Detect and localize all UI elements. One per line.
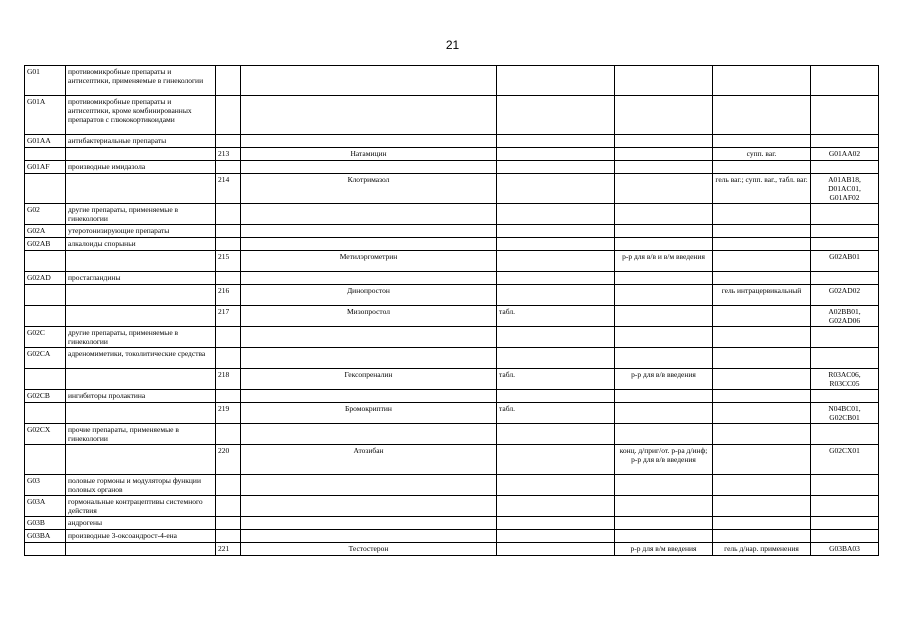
table-row — [25, 238, 879, 251]
dosage-form-other — [713, 225, 811, 238]
drug-name — [241, 238, 497, 251]
dosage-form-injection — [615, 327, 713, 348]
dosage-form-oral — [497, 148, 615, 161]
dosage-form-injection — [615, 403, 713, 424]
dosage-form-oral: табл. — [497, 403, 615, 424]
atc-code — [811, 272, 879, 285]
atc-code: G03BA03 — [811, 543, 879, 556]
item-number — [216, 272, 241, 285]
drug-name — [241, 475, 497, 496]
atc-code — [811, 66, 879, 96]
drug-name — [241, 204, 497, 225]
dosage-form-oral — [497, 348, 615, 369]
drug-name: Натамицин — [241, 148, 497, 161]
dosage-form-oral — [497, 496, 615, 517]
atc-code — [811, 327, 879, 348]
drug-registry-table — [24, 65, 879, 556]
item-number — [216, 327, 241, 348]
dosage-form-oral — [497, 135, 615, 148]
table-row — [25, 251, 879, 272]
dosage-form-other — [713, 530, 811, 543]
dosage-form-injection — [615, 161, 713, 174]
atc-group-code: G01AA — [25, 135, 66, 148]
atc-code: G02AD02 — [811, 285, 879, 306]
atc-group-code — [25, 369, 66, 390]
dosage-form-other — [713, 161, 811, 174]
atc-group-description — [66, 285, 216, 306]
dosage-form-other — [713, 475, 811, 496]
dosage-form-injection: конц. д/приг/от. р-ра д/инф; р-р для в/в введения — [615, 445, 713, 475]
dosage-form-other — [713, 390, 811, 403]
dosage-form-injection — [615, 306, 713, 327]
dosage-form-injection — [615, 517, 713, 530]
table-row — [25, 543, 879, 556]
drug-name: Бромокриптин — [241, 403, 497, 424]
atc-group-description: производные 3-оксоандрост-4-ена — [66, 530, 216, 543]
atc-group-code: G02A — [25, 225, 66, 238]
item-number: 214 — [216, 174, 241, 204]
dosage-form-oral — [497, 225, 615, 238]
drug-name: Динопростон — [241, 285, 497, 306]
table-row — [25, 348, 879, 369]
dosage-form-oral — [497, 543, 615, 556]
atc-code: R03AC06, R03CC05 — [811, 369, 879, 390]
dosage-form-injection — [615, 496, 713, 517]
item-number — [216, 517, 241, 530]
dosage-form-other — [713, 496, 811, 517]
table-row — [25, 530, 879, 543]
dosage-form-injection — [615, 238, 713, 251]
drug-name — [241, 517, 497, 530]
atc-group-description: алкалоиды спорыньи — [66, 238, 216, 251]
dosage-form-injection: р-р для в/м введения — [615, 543, 713, 556]
table-row — [25, 135, 879, 148]
item-number — [216, 530, 241, 543]
item-number — [216, 96, 241, 135]
dosage-form-oral: табл. — [497, 306, 615, 327]
dosage-form-injection — [615, 66, 713, 96]
drug-name: Тестостерон — [241, 543, 497, 556]
dosage-form-oral: табл. — [497, 369, 615, 390]
table-row — [25, 272, 879, 285]
atc-group-description: простагландины — [66, 272, 216, 285]
atc-code: A02BB01, G02AD06 — [811, 306, 879, 327]
dosage-form-other — [713, 251, 811, 272]
atc-group-description — [66, 174, 216, 204]
item-number — [216, 238, 241, 251]
atc-group-description — [66, 445, 216, 475]
table-row — [25, 174, 879, 204]
drug-name — [241, 348, 497, 369]
dosage-form-injection — [615, 204, 713, 225]
table-row — [25, 369, 879, 390]
table-row — [25, 445, 879, 475]
dosage-form-other — [713, 369, 811, 390]
atc-group-code — [25, 445, 66, 475]
atc-group-code — [25, 285, 66, 306]
atc-code — [811, 530, 879, 543]
atc-group-description: адреномиметики, токолитические средства — [66, 348, 216, 369]
atc-group-code — [25, 306, 66, 327]
atc-group-description: противомикробные препараты и антисептики, применяемые в гинекологии — [66, 66, 216, 96]
item-number: 220 — [216, 445, 241, 475]
dosage-form-oral — [497, 445, 615, 475]
dosage-form-injection — [615, 530, 713, 543]
atc-group-description: андрогены — [66, 517, 216, 530]
atc-group-description: другие препараты, применяемые в гинекологии — [66, 327, 216, 348]
table-row — [25, 327, 879, 348]
dosage-form-other — [713, 204, 811, 225]
atc-code — [811, 517, 879, 530]
atc-group-code: G01A — [25, 96, 66, 135]
dosage-form-injection — [615, 475, 713, 496]
dosage-form-oral — [497, 285, 615, 306]
dosage-form-other — [713, 517, 811, 530]
atc-code — [811, 204, 879, 225]
item-number: 216 — [216, 285, 241, 306]
drug-name — [241, 530, 497, 543]
drug-name: Атозибан — [241, 445, 497, 475]
dosage-form-oral — [497, 204, 615, 225]
dosage-form-oral — [497, 174, 615, 204]
atc-group-description: половые гормоны и модуляторы функции половых органов — [66, 475, 216, 496]
atc-group-description: производные имидазола — [66, 161, 216, 174]
dosage-form-oral — [497, 251, 615, 272]
atc-group-description: прочие препараты, применяемые в гинекологии — [66, 424, 216, 445]
table-row — [25, 204, 879, 225]
item-number — [216, 424, 241, 445]
dosage-form-injection — [615, 96, 713, 135]
table-row — [25, 496, 879, 517]
atc-group-code: G02CB — [25, 390, 66, 403]
atc-group-description: гормональные контрацептивы системного действия — [66, 496, 216, 517]
drug-name — [241, 424, 497, 445]
atc-group-description: противомикробные препараты и антисептики, кроме комбинированных препаратов с глюкокортикоидами — [66, 96, 216, 135]
dosage-form-other — [713, 306, 811, 327]
dosage-form-injection — [615, 135, 713, 148]
atc-group-code: G02CX — [25, 424, 66, 445]
atc-code: N04BC01, G02CB01 — [811, 403, 879, 424]
drug-name: Гексопреналин — [241, 369, 497, 390]
dosage-form-other — [713, 272, 811, 285]
item-number — [216, 204, 241, 225]
dosage-form-other: супп. ваг. — [713, 148, 811, 161]
atc-group-code: G02AB — [25, 238, 66, 251]
dosage-form-oral — [497, 424, 615, 445]
table-row — [25, 424, 879, 445]
dosage-form-oral — [497, 272, 615, 285]
dosage-form-other — [713, 445, 811, 475]
dosage-form-oral — [497, 327, 615, 348]
table-row — [25, 403, 879, 424]
atc-code — [811, 225, 879, 238]
dosage-form-other — [713, 96, 811, 135]
item-number: 221 — [216, 543, 241, 556]
dosage-form-injection — [615, 390, 713, 403]
table-row — [25, 285, 879, 306]
atc-group-code: G02CA — [25, 348, 66, 369]
drug-name — [241, 327, 497, 348]
dosage-form-other: гель интрацервикальный — [713, 285, 811, 306]
item-number: 218 — [216, 369, 241, 390]
atc-code — [811, 96, 879, 135]
dosage-form-oral — [497, 475, 615, 496]
atc-code — [811, 390, 879, 403]
atc-group-code — [25, 174, 66, 204]
dosage-form-oral — [497, 161, 615, 174]
atc-group-description — [66, 251, 216, 272]
dosage-form-injection — [615, 225, 713, 238]
item-number: 217 — [216, 306, 241, 327]
drug-name — [241, 496, 497, 517]
atc-code — [811, 424, 879, 445]
dosage-form-injection — [615, 424, 713, 445]
atc-group-code — [25, 148, 66, 161]
table-body — [25, 66, 879, 556]
drug-name — [241, 390, 497, 403]
dosage-form-injection: р-р для в/в и в/м введения — [615, 251, 713, 272]
table-row — [25, 390, 879, 403]
atc-group-description — [66, 306, 216, 327]
dosage-form-other — [713, 403, 811, 424]
item-number: 215 — [216, 251, 241, 272]
table-row — [25, 148, 879, 161]
drug-name — [241, 96, 497, 135]
dosage-form-other — [713, 135, 811, 148]
item-number: 213 — [216, 148, 241, 161]
dosage-form-other — [713, 238, 811, 251]
item-number — [216, 66, 241, 96]
atc-group-description: утеротонизирующие препараты — [66, 225, 216, 238]
atc-code: G02CX01 — [811, 445, 879, 475]
dosage-form-injection: р-р для в/в введения — [615, 369, 713, 390]
table-row — [25, 517, 879, 530]
atc-group-code: G01 — [25, 66, 66, 96]
item-number — [216, 390, 241, 403]
item-number — [216, 225, 241, 238]
atc-group-description: другие препараты, применяемые в гинекологии — [66, 204, 216, 225]
atc-group-description — [66, 403, 216, 424]
table-row — [25, 225, 879, 238]
atc-code — [811, 475, 879, 496]
table-row — [25, 66, 879, 96]
dosage-form-other — [713, 327, 811, 348]
dosage-form-injection — [615, 174, 713, 204]
atc-code: A01AB18, D01AC01, G01AF02 — [811, 174, 879, 204]
dosage-form-injection — [615, 272, 713, 285]
item-number — [216, 348, 241, 369]
atc-group-description: антибактериальные препараты — [66, 135, 216, 148]
atc-code: G01AA02 — [811, 148, 879, 161]
dosage-form-oral — [497, 96, 615, 135]
drug-name: Клотримазол — [241, 174, 497, 204]
atc-group-description: ингибиторы пролактина — [66, 390, 216, 403]
table-row — [25, 96, 879, 135]
dosage-form-oral — [497, 517, 615, 530]
atc-code — [811, 161, 879, 174]
atc-group-description — [66, 543, 216, 556]
dosage-form-injection — [615, 348, 713, 369]
atc-group-code: G02C — [25, 327, 66, 348]
atc-group-description — [66, 148, 216, 161]
atc-code — [811, 135, 879, 148]
atc-group-code: G03B — [25, 517, 66, 530]
atc-group-code: G03BA — [25, 530, 66, 543]
page-number: 21 — [445, 38, 460, 52]
drug-name: Метилэргометрин — [241, 251, 497, 272]
dosage-form-oral — [497, 530, 615, 543]
item-number: 219 — [216, 403, 241, 424]
item-number — [216, 135, 241, 148]
drug-name: Мизопростол — [241, 306, 497, 327]
dosage-form-other — [713, 424, 811, 445]
drug-name — [241, 225, 497, 238]
table-row — [25, 306, 879, 327]
drug-name — [241, 161, 497, 174]
atc-code — [811, 348, 879, 369]
atc-group-code: G03A — [25, 496, 66, 517]
dosage-form-other: гель ваг.; супп. ваг., табл. ваг. — [713, 174, 811, 204]
atc-group-description — [66, 369, 216, 390]
dosage-form-other — [713, 66, 811, 96]
item-number — [216, 161, 241, 174]
table-row — [25, 161, 879, 174]
atc-group-code — [25, 543, 66, 556]
atc-group-code — [25, 251, 66, 272]
atc-code — [811, 238, 879, 251]
dosage-form-oral — [497, 238, 615, 251]
atc-group-code: G02 — [25, 204, 66, 225]
drug-name — [241, 66, 497, 96]
dosage-form-injection — [615, 148, 713, 161]
atc-code — [811, 496, 879, 517]
dosage-form-injection — [615, 285, 713, 306]
table-row — [25, 475, 879, 496]
dosage-form-oral — [497, 66, 615, 96]
drug-name — [241, 135, 497, 148]
dosage-form-other: гель д/нар. применения — [713, 543, 811, 556]
atc-group-code: G01AF — [25, 161, 66, 174]
drug-name — [241, 272, 497, 285]
atc-code: G02AB01 — [811, 251, 879, 272]
atc-group-code: G03 — [25, 475, 66, 496]
item-number — [216, 475, 241, 496]
dosage-form-oral — [497, 390, 615, 403]
item-number — [216, 496, 241, 517]
dosage-form-other — [713, 348, 811, 369]
atc-group-code: G02AD — [25, 272, 66, 285]
atc-group-code — [25, 403, 66, 424]
